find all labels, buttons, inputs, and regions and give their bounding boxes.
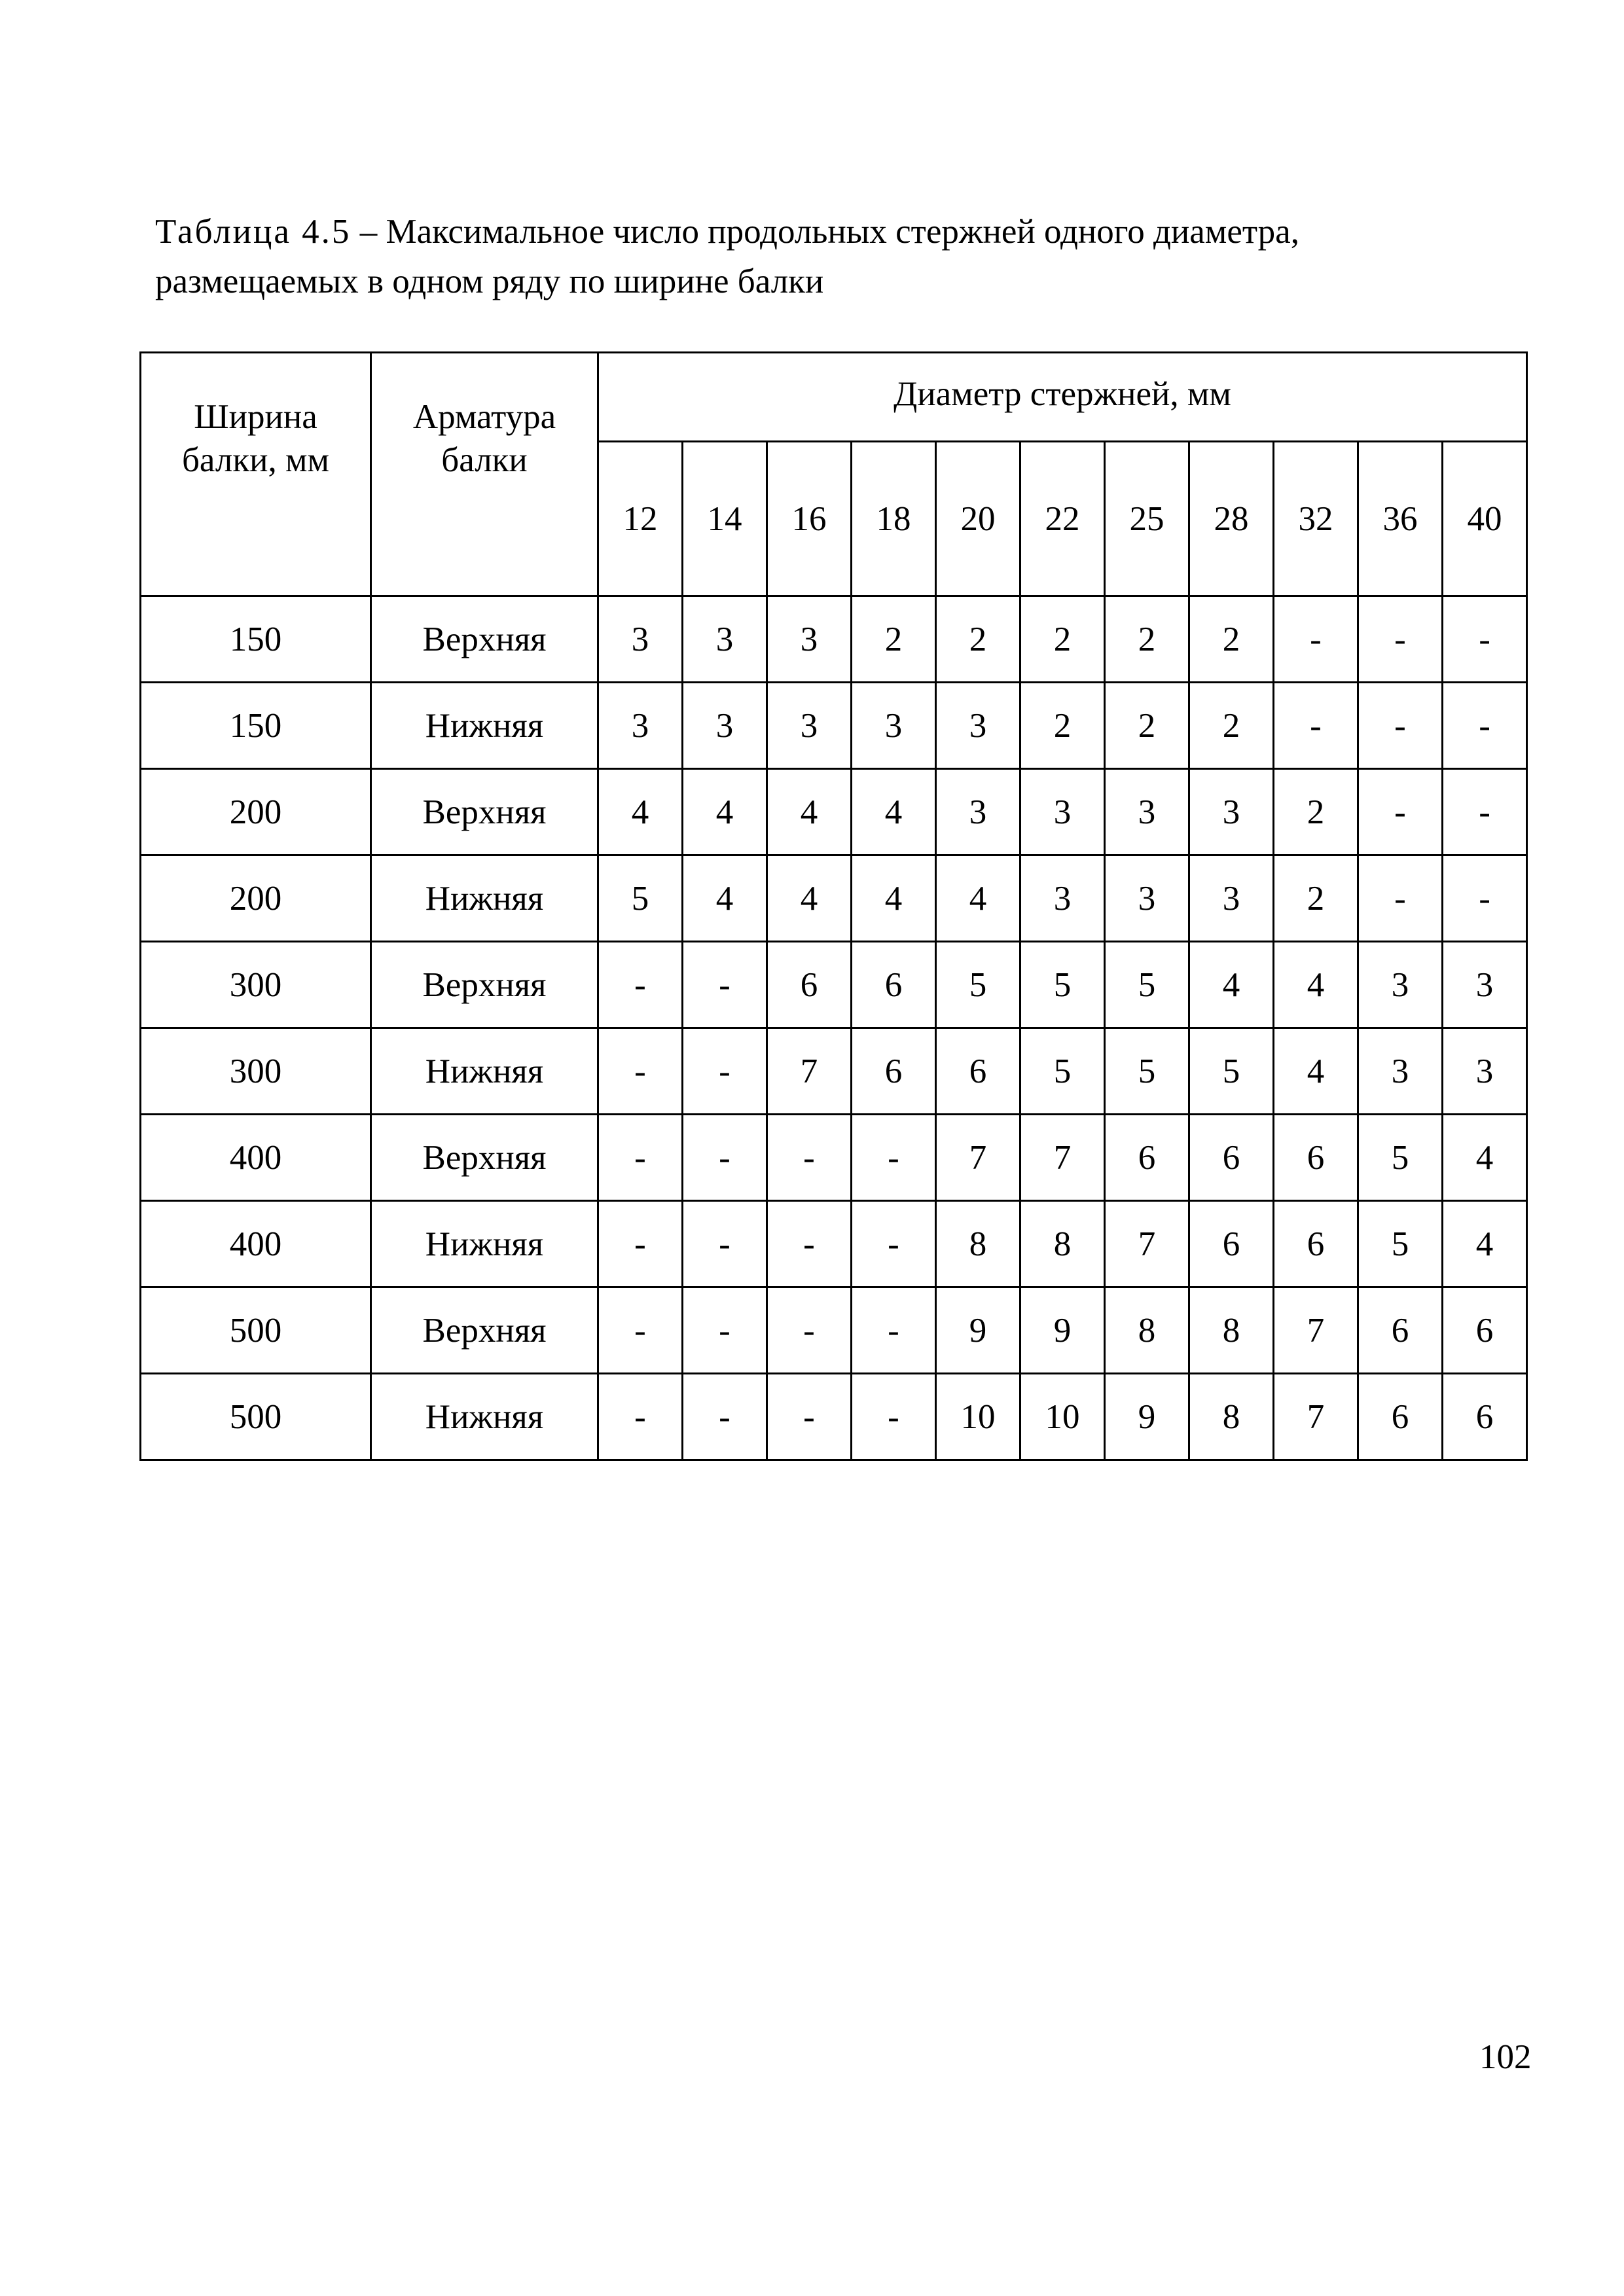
bar-count-cell: 8 xyxy=(1189,1374,1274,1460)
rebar-table xyxy=(139,351,1528,1461)
bar-count-cell: - xyxy=(1443,683,1527,769)
diameter-header-cell: 20 xyxy=(936,442,1020,596)
bar-count-cell: 2 xyxy=(1274,855,1358,942)
bar-count-cell: - xyxy=(852,1115,936,1201)
bar-count-cell: 3 xyxy=(1020,769,1105,855)
reinforcement-cell: Верхняя xyxy=(371,1115,598,1201)
bar-count-cell: 7 xyxy=(1105,1201,1189,1287)
table-row xyxy=(141,1287,1527,1374)
reinforcement-cell: Нижняя xyxy=(371,1374,598,1460)
table-row xyxy=(141,769,1527,855)
header-reinforcement xyxy=(371,353,598,596)
bar-count-cell: 10 xyxy=(1020,1374,1105,1460)
beam-width-cell: 300 xyxy=(141,942,371,1028)
bar-count-cell: 3 xyxy=(1105,769,1189,855)
bar-count-cell: 3 xyxy=(1020,855,1105,942)
bar-count-cell: 3 xyxy=(1189,769,1274,855)
bar-count-cell: - xyxy=(767,1115,852,1201)
bar-count-cell: 2 xyxy=(852,596,936,683)
bar-count-cell: 2 xyxy=(1020,683,1105,769)
bar-count-cell: 4 xyxy=(1443,1201,1527,1287)
bar-count-cell: - xyxy=(1358,855,1443,942)
bar-count-cell: 3 xyxy=(936,769,1020,855)
bar-count-cell: - xyxy=(1358,769,1443,855)
header-beam-width xyxy=(141,353,371,596)
bar-count-cell: - xyxy=(767,1287,852,1374)
table-row xyxy=(141,942,1527,1028)
bar-count-cell: 3 xyxy=(1443,1028,1527,1115)
bar-count-cell: - xyxy=(1274,596,1358,683)
bar-count-cell: 6 xyxy=(1189,1115,1274,1201)
reinforcement-cell: Верхняя xyxy=(371,942,598,1028)
reinforcement-cell: Верхняя xyxy=(371,1287,598,1374)
beam-width-cell: 400 xyxy=(141,1201,371,1287)
bar-count-cell: 6 xyxy=(1105,1115,1189,1201)
bar-count-cell: 6 xyxy=(1443,1374,1527,1460)
bar-count-cell: 4 xyxy=(683,769,767,855)
bar-count-cell: 3 xyxy=(852,683,936,769)
bar-count-cell: 2 xyxy=(1189,596,1274,683)
bar-count-cell: - xyxy=(852,1287,936,1374)
reinforcement-cell: Нижняя xyxy=(371,1028,598,1115)
bar-count-cell: 8 xyxy=(1020,1201,1105,1287)
diameter-header-cell: 18 xyxy=(852,442,936,596)
bar-count-cell: - xyxy=(767,1201,852,1287)
table-row xyxy=(141,1201,1527,1287)
beam-width-cell: 500 xyxy=(141,1287,371,1374)
bar-count-cell: 3 xyxy=(1443,942,1527,1028)
bar-count-cell: 4 xyxy=(767,855,852,942)
bar-count-cell: 2 xyxy=(1189,683,1274,769)
bar-count-cell: 2 xyxy=(936,596,1020,683)
bar-count-cell: - xyxy=(852,1201,936,1287)
bar-count-cell: 6 xyxy=(1274,1115,1358,1201)
bar-count-cell: - xyxy=(683,1115,767,1201)
reinforcement-cell: Верхняя xyxy=(371,596,598,683)
bar-count-cell: 4 xyxy=(1274,942,1358,1028)
table-row xyxy=(141,1374,1527,1460)
bar-count-cell: 7 xyxy=(936,1115,1020,1201)
table-row xyxy=(141,596,1527,683)
bar-count-cell: 7 xyxy=(1020,1115,1105,1201)
bar-count-cell: - xyxy=(598,942,683,1028)
beam-width-cell: 400 xyxy=(141,1115,371,1201)
bar-count-cell: 8 xyxy=(1105,1287,1189,1374)
bar-count-cell: 4 xyxy=(767,769,852,855)
bar-count-cell: 4 xyxy=(1443,1115,1527,1201)
bar-count-cell: 10 xyxy=(936,1374,1020,1460)
diameter-header-cell: 12 xyxy=(598,442,683,596)
page-number: 102 xyxy=(1479,2038,1532,2076)
bar-count-cell: - xyxy=(598,1287,683,1374)
bar-count-cell: 4 xyxy=(852,769,936,855)
bar-count-cell: 3 xyxy=(683,596,767,683)
bar-count-cell: 6 xyxy=(1443,1287,1527,1374)
header-beam-width-line1: Ширина xyxy=(194,397,317,436)
bar-count-cell: 2 xyxy=(1020,596,1105,683)
bar-count-cell: - xyxy=(598,1115,683,1201)
bar-count-cell: 5 xyxy=(1020,942,1105,1028)
bar-count-cell: 6 xyxy=(1189,1201,1274,1287)
bar-count-cell: 6 xyxy=(852,942,936,1028)
bar-count-cell: 6 xyxy=(1358,1374,1443,1460)
header-reinforcement-line1: Арматура xyxy=(412,397,556,436)
bar-count-cell: 3 xyxy=(1189,855,1274,942)
beam-width-cell: 500 xyxy=(141,1374,371,1460)
caption-line-1 xyxy=(155,207,1530,257)
bar-count-cell: 3 xyxy=(683,683,767,769)
beam-width-cell: 150 xyxy=(141,596,371,683)
bar-count-cell: 6 xyxy=(936,1028,1020,1115)
bar-count-cell: 9 xyxy=(936,1287,1020,1374)
reinforcement-cell: Нижняя xyxy=(371,683,598,769)
bar-count-cell: - xyxy=(1358,596,1443,683)
bar-count-cell: 2 xyxy=(1105,683,1189,769)
bar-count-cell: 7 xyxy=(1274,1287,1358,1374)
bar-count-cell: - xyxy=(767,1374,852,1460)
bar-count-cell: 4 xyxy=(852,855,936,942)
diameter-header-cell: 32 xyxy=(1274,442,1358,596)
bar-count-cell: 5 xyxy=(1105,1028,1189,1115)
bar-count-cell: - xyxy=(852,1374,936,1460)
bar-count-cell: 5 xyxy=(1105,942,1189,1028)
diameter-header-cell: 25 xyxy=(1105,442,1189,596)
table-row xyxy=(141,1028,1527,1115)
caption-label: Таблица 4.5 xyxy=(155,213,352,251)
bar-count-cell: - xyxy=(683,942,767,1028)
bar-count-cell: 5 xyxy=(1358,1201,1443,1287)
diameter-header-cell: 28 xyxy=(1189,442,1274,596)
bar-count-cell: 6 xyxy=(1274,1201,1358,1287)
bar-count-cell: 5 xyxy=(1358,1115,1443,1201)
bar-count-cell: 9 xyxy=(1020,1287,1105,1374)
table-row xyxy=(141,855,1527,942)
bar-count-cell: 5 xyxy=(1189,1028,1274,1115)
table-caption xyxy=(155,207,1530,306)
bar-count-cell: 8 xyxy=(936,1201,1020,1287)
diameter-header-cell: 22 xyxy=(1020,442,1105,596)
table-row xyxy=(141,1115,1527,1201)
bar-count-cell: 3 xyxy=(767,596,852,683)
bar-count-cell: - xyxy=(1358,683,1443,769)
caption-line-2: размещаемых в одном ряду по ширине балки xyxy=(155,262,824,300)
bar-count-cell: 3 xyxy=(1358,1028,1443,1115)
reinforcement-cell: Нижняя xyxy=(371,855,598,942)
bar-count-cell: - xyxy=(598,1201,683,1287)
bar-count-cell: 3 xyxy=(767,683,852,769)
beam-width-cell: 300 xyxy=(141,1028,371,1115)
bar-count-cell: 3 xyxy=(598,683,683,769)
diameter-header-cell: 16 xyxy=(767,442,852,596)
bar-count-cell: 5 xyxy=(1020,1028,1105,1115)
bar-count-cell: 4 xyxy=(1189,942,1274,1028)
bar-count-cell: - xyxy=(683,1374,767,1460)
diameter-header-cell: 36 xyxy=(1358,442,1443,596)
bar-count-cell: - xyxy=(1274,683,1358,769)
beam-width-cell: 150 xyxy=(141,683,371,769)
bar-count-cell: 6 xyxy=(767,942,852,1028)
header-reinforcement-line2: балки xyxy=(441,440,528,479)
bar-count-cell: 4 xyxy=(936,855,1020,942)
bar-count-cell: 7 xyxy=(1274,1374,1358,1460)
bar-count-cell: - xyxy=(683,1201,767,1287)
beam-width-cell: 200 xyxy=(141,769,371,855)
caption-title-part1: – Максимальное число продольных стержней одного диаметра, xyxy=(351,213,1299,251)
reinforcement-cell: Нижняя xyxy=(371,1201,598,1287)
beam-width-cell: 200 xyxy=(141,855,371,942)
bar-count-cell: 7 xyxy=(767,1028,852,1115)
table-row xyxy=(141,683,1527,769)
bar-count-cell: 2 xyxy=(1274,769,1358,855)
bar-count-cell: - xyxy=(598,1374,683,1460)
bar-count-cell: - xyxy=(1443,855,1527,942)
bar-count-cell: - xyxy=(1443,596,1527,683)
bar-count-cell: 5 xyxy=(936,942,1020,1028)
bar-count-cell: 4 xyxy=(598,769,683,855)
table-body xyxy=(141,596,1527,1460)
bar-count-cell: 2 xyxy=(1105,596,1189,683)
bar-count-cell: - xyxy=(1443,769,1527,855)
diameter-header-cell: 14 xyxy=(683,442,767,596)
bar-count-cell: - xyxy=(683,1287,767,1374)
header-diameter: Диаметр стержней, мм xyxy=(598,353,1527,442)
diameter-header-cell: 40 xyxy=(1443,442,1527,596)
bar-count-cell: 4 xyxy=(1274,1028,1358,1115)
reinforcement-cell: Верхняя xyxy=(371,769,598,855)
bar-count-cell: 3 xyxy=(1105,855,1189,942)
bar-count-cell: 6 xyxy=(1358,1287,1443,1374)
bar-count-cell: 5 xyxy=(598,855,683,942)
bar-count-cell: 4 xyxy=(683,855,767,942)
bar-count-cell: - xyxy=(598,1028,683,1115)
header-beam-width-line2: балки, мм xyxy=(181,440,330,479)
bar-count-cell: 3 xyxy=(1358,942,1443,1028)
bar-count-cell: 3 xyxy=(598,596,683,683)
bar-count-cell: 3 xyxy=(936,683,1020,769)
bar-count-cell: 8 xyxy=(1189,1287,1274,1374)
bar-count-cell: 9 xyxy=(1105,1374,1189,1460)
bar-count-cell: - xyxy=(683,1028,767,1115)
bar-count-cell: 6 xyxy=(852,1028,936,1115)
